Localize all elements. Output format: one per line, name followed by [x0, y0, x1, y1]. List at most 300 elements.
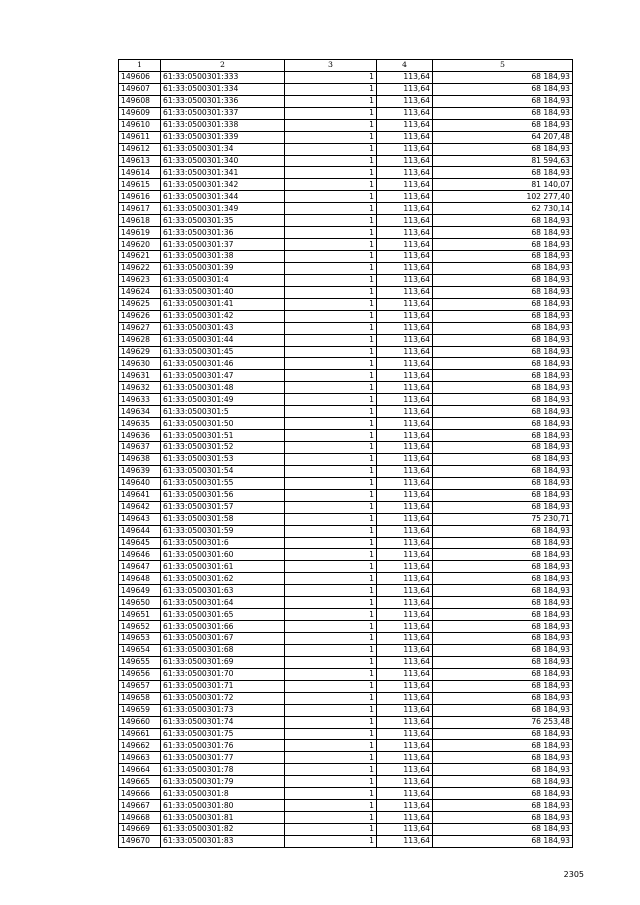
record-number-cell: 149612: [119, 143, 161, 155]
quantity-cell: 1: [285, 430, 377, 442]
quantity-cell: 1: [285, 83, 377, 95]
table-row: [119, 119, 573, 131]
table-row: [119, 346, 573, 358]
record-number-cell: 149669: [119, 824, 161, 836]
table-row: [119, 442, 573, 454]
area-cell: 113,64: [377, 346, 433, 358]
record-number-cell: 149619: [119, 227, 161, 239]
record-number-cell: 149657: [119, 680, 161, 692]
table-row: [119, 788, 573, 800]
record-number-cell: 149625: [119, 298, 161, 310]
value-cell: 68 184,93: [433, 835, 573, 847]
area-cell: 113,64: [377, 609, 433, 621]
record-number-cell: 149622: [119, 262, 161, 274]
record-number-cell: 149634: [119, 406, 161, 418]
table-row: [119, 155, 573, 167]
area-cell: 113,64: [377, 358, 433, 370]
area-cell: 113,64: [377, 430, 433, 442]
record-number-cell: 149614: [119, 167, 161, 179]
table-row: [119, 107, 573, 119]
table-row: [119, 585, 573, 597]
record-number-cell: 149650: [119, 597, 161, 609]
record-number-cell: 149615: [119, 179, 161, 191]
page-number: 2305: [563, 870, 584, 879]
record-number-cell: 149654: [119, 644, 161, 656]
area-cell: 113,64: [377, 489, 433, 501]
cadastral-number-cell: 61:33:0500301:71: [161, 680, 285, 692]
quantity-cell: 1: [285, 788, 377, 800]
area-cell: 113,64: [377, 239, 433, 251]
data-table: [118, 59, 573, 848]
table-row: [119, 716, 573, 728]
area-cell: 113,64: [377, 644, 433, 656]
cadastral-number-cell: 61:33:0500301:49: [161, 394, 285, 406]
area-cell: 113,64: [377, 334, 433, 346]
quantity-cell: 1: [285, 573, 377, 585]
area-cell: 113,64: [377, 406, 433, 418]
table-row: [119, 477, 573, 489]
table-row: [119, 835, 573, 847]
quantity-cell: 1: [285, 728, 377, 740]
value-cell: 68 184,93: [433, 740, 573, 752]
record-number-cell: 149617: [119, 203, 161, 215]
quantity-cell: 1: [285, 668, 377, 680]
area-cell: 113,64: [377, 83, 433, 95]
cadastral-number-cell: 61:33:0500301:57: [161, 501, 285, 513]
column-header-2: 2: [161, 60, 285, 72]
area-cell: 113,64: [377, 179, 433, 191]
area-cell: 113,64: [377, 251, 433, 263]
table-row: [119, 334, 573, 346]
value-cell: 68 184,93: [433, 453, 573, 465]
table-row: [119, 704, 573, 716]
value-cell: 81 140,07: [433, 179, 573, 191]
quantity-cell: 1: [285, 334, 377, 346]
table-row: [119, 131, 573, 143]
cadastral-number-cell: 61:33:0500301:81: [161, 812, 285, 824]
quantity-cell: 1: [285, 704, 377, 716]
table-row: [119, 824, 573, 836]
record-number-cell: 149606: [119, 71, 161, 83]
cadastral-number-cell: 61:33:0500301:75: [161, 728, 285, 740]
quantity-cell: 1: [285, 692, 377, 704]
quantity-cell: 1: [285, 262, 377, 274]
value-cell: 68 184,93: [433, 633, 573, 645]
quantity-cell: 1: [285, 597, 377, 609]
value-cell: 68 184,93: [433, 286, 573, 298]
record-number-cell: 149626: [119, 310, 161, 322]
quantity-cell: 1: [285, 453, 377, 465]
table-row: [119, 812, 573, 824]
table-row: [119, 453, 573, 465]
value-cell: 68 184,93: [433, 800, 573, 812]
table-row: [119, 358, 573, 370]
quantity-cell: 1: [285, 716, 377, 728]
area-cell: 113,64: [377, 262, 433, 274]
area-cell: 113,64: [377, 322, 433, 334]
cadastral-number-cell: 61:33:0500301:53: [161, 453, 285, 465]
cadastral-number-cell: 61:33:0500301:50: [161, 418, 285, 430]
table-row: [119, 370, 573, 382]
column-header-5: 5: [433, 60, 573, 72]
value-cell: 68 184,93: [433, 370, 573, 382]
value-cell: 68 184,93: [433, 477, 573, 489]
value-cell: 68 184,93: [433, 418, 573, 430]
record-number-cell: 149629: [119, 346, 161, 358]
table-row: [119, 143, 573, 155]
record-number-cell: 149627: [119, 322, 161, 334]
cadastral-number-cell: 61:33:0500301:79: [161, 776, 285, 788]
cadastral-number-cell: 61:33:0500301:344: [161, 191, 285, 203]
quantity-cell: 1: [285, 406, 377, 418]
value-cell: 68 184,93: [433, 597, 573, 609]
table-row: [119, 406, 573, 418]
record-number-cell: 149608: [119, 95, 161, 107]
record-number-cell: 149656: [119, 668, 161, 680]
value-cell: 68 184,93: [433, 251, 573, 263]
area-cell: 113,64: [377, 167, 433, 179]
area-cell: 113,64: [377, 453, 433, 465]
record-number-cell: 149620: [119, 239, 161, 251]
table-row: [119, 167, 573, 179]
cadastral-number-cell: 61:33:0500301:42: [161, 310, 285, 322]
quantity-cell: 1: [285, 95, 377, 107]
area-cell: 113,64: [377, 549, 433, 561]
cadastral-number-cell: 61:33:0500301:341: [161, 167, 285, 179]
table-row: [119, 465, 573, 477]
cadastral-number-cell: 61:33:0500301:64: [161, 597, 285, 609]
record-number-cell: 149609: [119, 107, 161, 119]
area-cell: 113,64: [377, 788, 433, 800]
table-row: [119, 394, 573, 406]
cadastral-number-cell: 61:33:0500301:60: [161, 549, 285, 561]
cadastral-number-cell: 61:33:0500301:35: [161, 215, 285, 227]
column-header-3: 3: [285, 60, 377, 72]
record-number-cell: 149630: [119, 358, 161, 370]
cadastral-number-cell: 61:33:0500301:82: [161, 824, 285, 836]
quantity-cell: 1: [285, 418, 377, 430]
cadastral-number-cell: 61:33:0500301:5: [161, 406, 285, 418]
area-cell: 113,64: [377, 621, 433, 633]
area-cell: 113,64: [377, 310, 433, 322]
record-number-cell: 149662: [119, 740, 161, 752]
quantity-cell: 1: [285, 274, 377, 286]
table-row: [119, 680, 573, 692]
quantity-cell: 1: [285, 227, 377, 239]
value-cell: 68 184,93: [433, 382, 573, 394]
area-cell: 113,64: [377, 513, 433, 525]
record-number-cell: 149628: [119, 334, 161, 346]
cadastral-number-cell: 61:33:0500301:73: [161, 704, 285, 716]
value-cell: 68 184,93: [433, 644, 573, 656]
area-cell: 113,64: [377, 394, 433, 406]
value-cell: 68 184,93: [433, 334, 573, 346]
value-cell: 68 184,93: [433, 776, 573, 788]
area-cell: 113,64: [377, 274, 433, 286]
record-number-cell: 149618: [119, 215, 161, 227]
cadastral-number-cell: 61:33:0500301:59: [161, 525, 285, 537]
record-number-cell: 149658: [119, 692, 161, 704]
record-number-cell: 149642: [119, 501, 161, 513]
record-number-cell: 149640: [119, 477, 161, 489]
area-cell: 113,64: [377, 824, 433, 836]
cadastral-number-cell: 61:33:0500301:40: [161, 286, 285, 298]
cadastral-number-cell: 61:33:0500301:66: [161, 621, 285, 633]
table-row: [119, 728, 573, 740]
table-row: [119, 513, 573, 525]
value-cell: 68 184,93: [433, 573, 573, 585]
record-number-cell: 149645: [119, 537, 161, 549]
record-number-cell: 149643: [119, 513, 161, 525]
quantity-cell: 1: [285, 501, 377, 513]
quantity-cell: 1: [285, 824, 377, 836]
value-cell: 68 184,93: [433, 310, 573, 322]
area-cell: 113,64: [377, 800, 433, 812]
record-number-cell: 149639: [119, 465, 161, 477]
cadastral-number-cell: 61:33:0500301:58: [161, 513, 285, 525]
value-cell: 68 184,93: [433, 346, 573, 358]
value-cell: 68 184,93: [433, 489, 573, 501]
table-row: [119, 191, 573, 203]
quantity-cell: 1: [285, 191, 377, 203]
table-row: [119, 489, 573, 501]
record-number-cell: 149660: [119, 716, 161, 728]
area-cell: 113,64: [377, 740, 433, 752]
quantity-cell: 1: [285, 167, 377, 179]
record-number-cell: 149648: [119, 573, 161, 585]
table-row: [119, 597, 573, 609]
record-number-cell: 149613: [119, 155, 161, 167]
table-row: [119, 644, 573, 656]
value-cell: 68 184,93: [433, 358, 573, 370]
area-cell: 113,64: [377, 227, 433, 239]
quantity-cell: 1: [285, 358, 377, 370]
table-header-row: [119, 60, 573, 72]
area-cell: 113,64: [377, 465, 433, 477]
table-row: [119, 668, 573, 680]
value-cell: 68 184,93: [433, 549, 573, 561]
quantity-cell: 1: [285, 131, 377, 143]
value-cell: 68 184,93: [433, 143, 573, 155]
area-cell: 113,64: [377, 633, 433, 645]
table-row: [119, 776, 573, 788]
table-row: [119, 83, 573, 95]
cadastral-number-cell: 61:33:0500301:62: [161, 573, 285, 585]
table-row: [119, 262, 573, 274]
quantity-cell: 1: [285, 776, 377, 788]
value-cell: 68 184,93: [433, 167, 573, 179]
value-cell: 64 207,48: [433, 131, 573, 143]
value-cell: 68 184,93: [433, 322, 573, 334]
cadastral-number-cell: 61:33:0500301:340: [161, 155, 285, 167]
area-cell: 113,64: [377, 597, 433, 609]
column-header-1: 1: [119, 60, 161, 72]
value-cell: 68 184,93: [433, 656, 573, 668]
value-cell: 68 184,93: [433, 107, 573, 119]
cadastral-number-cell: 61:33:0500301:37: [161, 239, 285, 251]
area-cell: 113,64: [377, 191, 433, 203]
cadastral-number-cell: 61:33:0500301:38: [161, 251, 285, 263]
cadastral-number-cell: 61:33:0500301:46: [161, 358, 285, 370]
table-row: [119, 609, 573, 621]
quantity-cell: 1: [285, 465, 377, 477]
table-row: [119, 656, 573, 668]
area-cell: 113,64: [377, 442, 433, 454]
cadastral-number-cell: 61:33:0500301:61: [161, 561, 285, 573]
value-cell: 68 184,93: [433, 215, 573, 227]
record-number-cell: 149611: [119, 131, 161, 143]
value-cell: 68 184,93: [433, 465, 573, 477]
quantity-cell: 1: [285, 143, 377, 155]
value-cell: 68 184,93: [433, 95, 573, 107]
value-cell: 68 184,93: [433, 394, 573, 406]
value-cell: 68 184,93: [433, 704, 573, 716]
quantity-cell: 1: [285, 310, 377, 322]
cadastral-number-cell: 61:33:0500301:55: [161, 477, 285, 489]
quantity-cell: 1: [285, 239, 377, 251]
table-row: [119, 239, 573, 251]
value-cell: 102 277,40: [433, 191, 573, 203]
value-cell: 68 184,93: [433, 501, 573, 513]
cadastral-number-cell: 61:33:0500301:39: [161, 262, 285, 274]
value-cell: 68 184,93: [433, 609, 573, 621]
record-number-cell: 149653: [119, 633, 161, 645]
value-cell: 68 184,93: [433, 83, 573, 95]
quantity-cell: 1: [285, 107, 377, 119]
area-cell: 113,64: [377, 692, 433, 704]
table-body: [119, 71, 573, 847]
quantity-cell: 1: [285, 370, 377, 382]
value-cell: 68 184,93: [433, 680, 573, 692]
quantity-cell: 1: [285, 633, 377, 645]
cadastral-number-cell: 61:33:0500301:6: [161, 537, 285, 549]
area-cell: 113,64: [377, 71, 433, 83]
value-cell: 68 184,93: [433, 764, 573, 776]
value-cell: 68 184,93: [433, 71, 573, 83]
cadastral-number-cell: 61:33:0500301:67: [161, 633, 285, 645]
record-number-cell: 149649: [119, 585, 161, 597]
table-row: [119, 179, 573, 191]
table-row: [119, 549, 573, 561]
column-header-4: 4: [377, 60, 433, 72]
value-cell: 81 594,63: [433, 155, 573, 167]
table-row: [119, 71, 573, 83]
cadastral-number-cell: 61:33:0500301:334: [161, 83, 285, 95]
table-row: [119, 800, 573, 812]
table-row: [119, 95, 573, 107]
table-row: [119, 298, 573, 310]
area-cell: 113,64: [377, 286, 433, 298]
record-number-cell: 149664: [119, 764, 161, 776]
quantity-cell: 1: [285, 680, 377, 692]
record-number-cell: 149668: [119, 812, 161, 824]
record-number-cell: 149665: [119, 776, 161, 788]
area-cell: 113,64: [377, 107, 433, 119]
cadastral-number-cell: 61:33:0500301:76: [161, 740, 285, 752]
record-number-cell: 149638: [119, 453, 161, 465]
cadastral-number-cell: 61:33:0500301:47: [161, 370, 285, 382]
record-number-cell: 149637: [119, 442, 161, 454]
table-row: [119, 752, 573, 764]
quantity-cell: 1: [285, 835, 377, 847]
area-cell: 113,64: [377, 525, 433, 537]
value-cell: 68 184,93: [433, 298, 573, 310]
value-cell: 68 184,93: [433, 274, 573, 286]
quantity-cell: 1: [285, 549, 377, 561]
table-row: [119, 274, 573, 286]
area-cell: 113,64: [377, 656, 433, 668]
table-row: [119, 764, 573, 776]
quantity-cell: 1: [285, 585, 377, 597]
cadastral-number-cell: 61:33:0500301:70: [161, 668, 285, 680]
cadastral-number-cell: 61:33:0500301:339: [161, 131, 285, 143]
value-cell: 68 184,93: [433, 442, 573, 454]
area-cell: 113,64: [377, 728, 433, 740]
record-number-cell: 149670: [119, 835, 161, 847]
quantity-cell: 1: [285, 764, 377, 776]
cadastral-number-cell: 61:33:0500301:336: [161, 95, 285, 107]
table-row: [119, 310, 573, 322]
quantity-cell: 1: [285, 812, 377, 824]
record-number-cell: 149641: [119, 489, 161, 501]
area-cell: 113,64: [377, 119, 433, 131]
cadastral-number-cell: 61:33:0500301:83: [161, 835, 285, 847]
table-row: [119, 537, 573, 549]
record-number-cell: 149632: [119, 382, 161, 394]
cadastral-number-cell: 61:33:0500301:45: [161, 346, 285, 358]
value-cell: 68 184,93: [433, 525, 573, 537]
area-cell: 113,64: [377, 812, 433, 824]
area-cell: 113,64: [377, 764, 433, 776]
value-cell: 68 184,93: [433, 585, 573, 597]
cadastral-number-cell: 61:33:0500301:72: [161, 692, 285, 704]
quantity-cell: 1: [285, 155, 377, 167]
record-number-cell: 149631: [119, 370, 161, 382]
cadastral-number-cell: 61:33:0500301:337: [161, 107, 285, 119]
area-cell: 113,64: [377, 776, 433, 788]
table-row: [119, 621, 573, 633]
area-cell: 113,64: [377, 537, 433, 549]
cadastral-number-cell: 61:33:0500301:34: [161, 143, 285, 155]
area-cell: 113,64: [377, 203, 433, 215]
record-number-cell: 149616: [119, 191, 161, 203]
quantity-cell: 1: [285, 179, 377, 191]
quantity-cell: 1: [285, 286, 377, 298]
area-cell: 113,64: [377, 573, 433, 585]
record-number-cell: 149633: [119, 394, 161, 406]
area-cell: 113,64: [377, 585, 433, 597]
area-cell: 113,64: [377, 298, 433, 310]
record-number-cell: 149607: [119, 83, 161, 95]
record-number-cell: 149661: [119, 728, 161, 740]
table-row: [119, 322, 573, 334]
record-number-cell: 149635: [119, 418, 161, 430]
cadastral-number-cell: 61:33:0500301:74: [161, 716, 285, 728]
value-cell: 68 184,93: [433, 788, 573, 800]
quantity-cell: 1: [285, 442, 377, 454]
value-cell: 62 730,14: [433, 203, 573, 215]
record-number-cell: 149623: [119, 274, 161, 286]
record-number-cell: 149636: [119, 430, 161, 442]
table-row: [119, 227, 573, 239]
cadastral-number-cell: 61:33:0500301:54: [161, 465, 285, 477]
record-number-cell: 149624: [119, 286, 161, 298]
quantity-cell: 1: [285, 71, 377, 83]
record-number-cell: 149646: [119, 549, 161, 561]
area-cell: 113,64: [377, 95, 433, 107]
area-cell: 113,64: [377, 155, 433, 167]
quantity-cell: 1: [285, 513, 377, 525]
